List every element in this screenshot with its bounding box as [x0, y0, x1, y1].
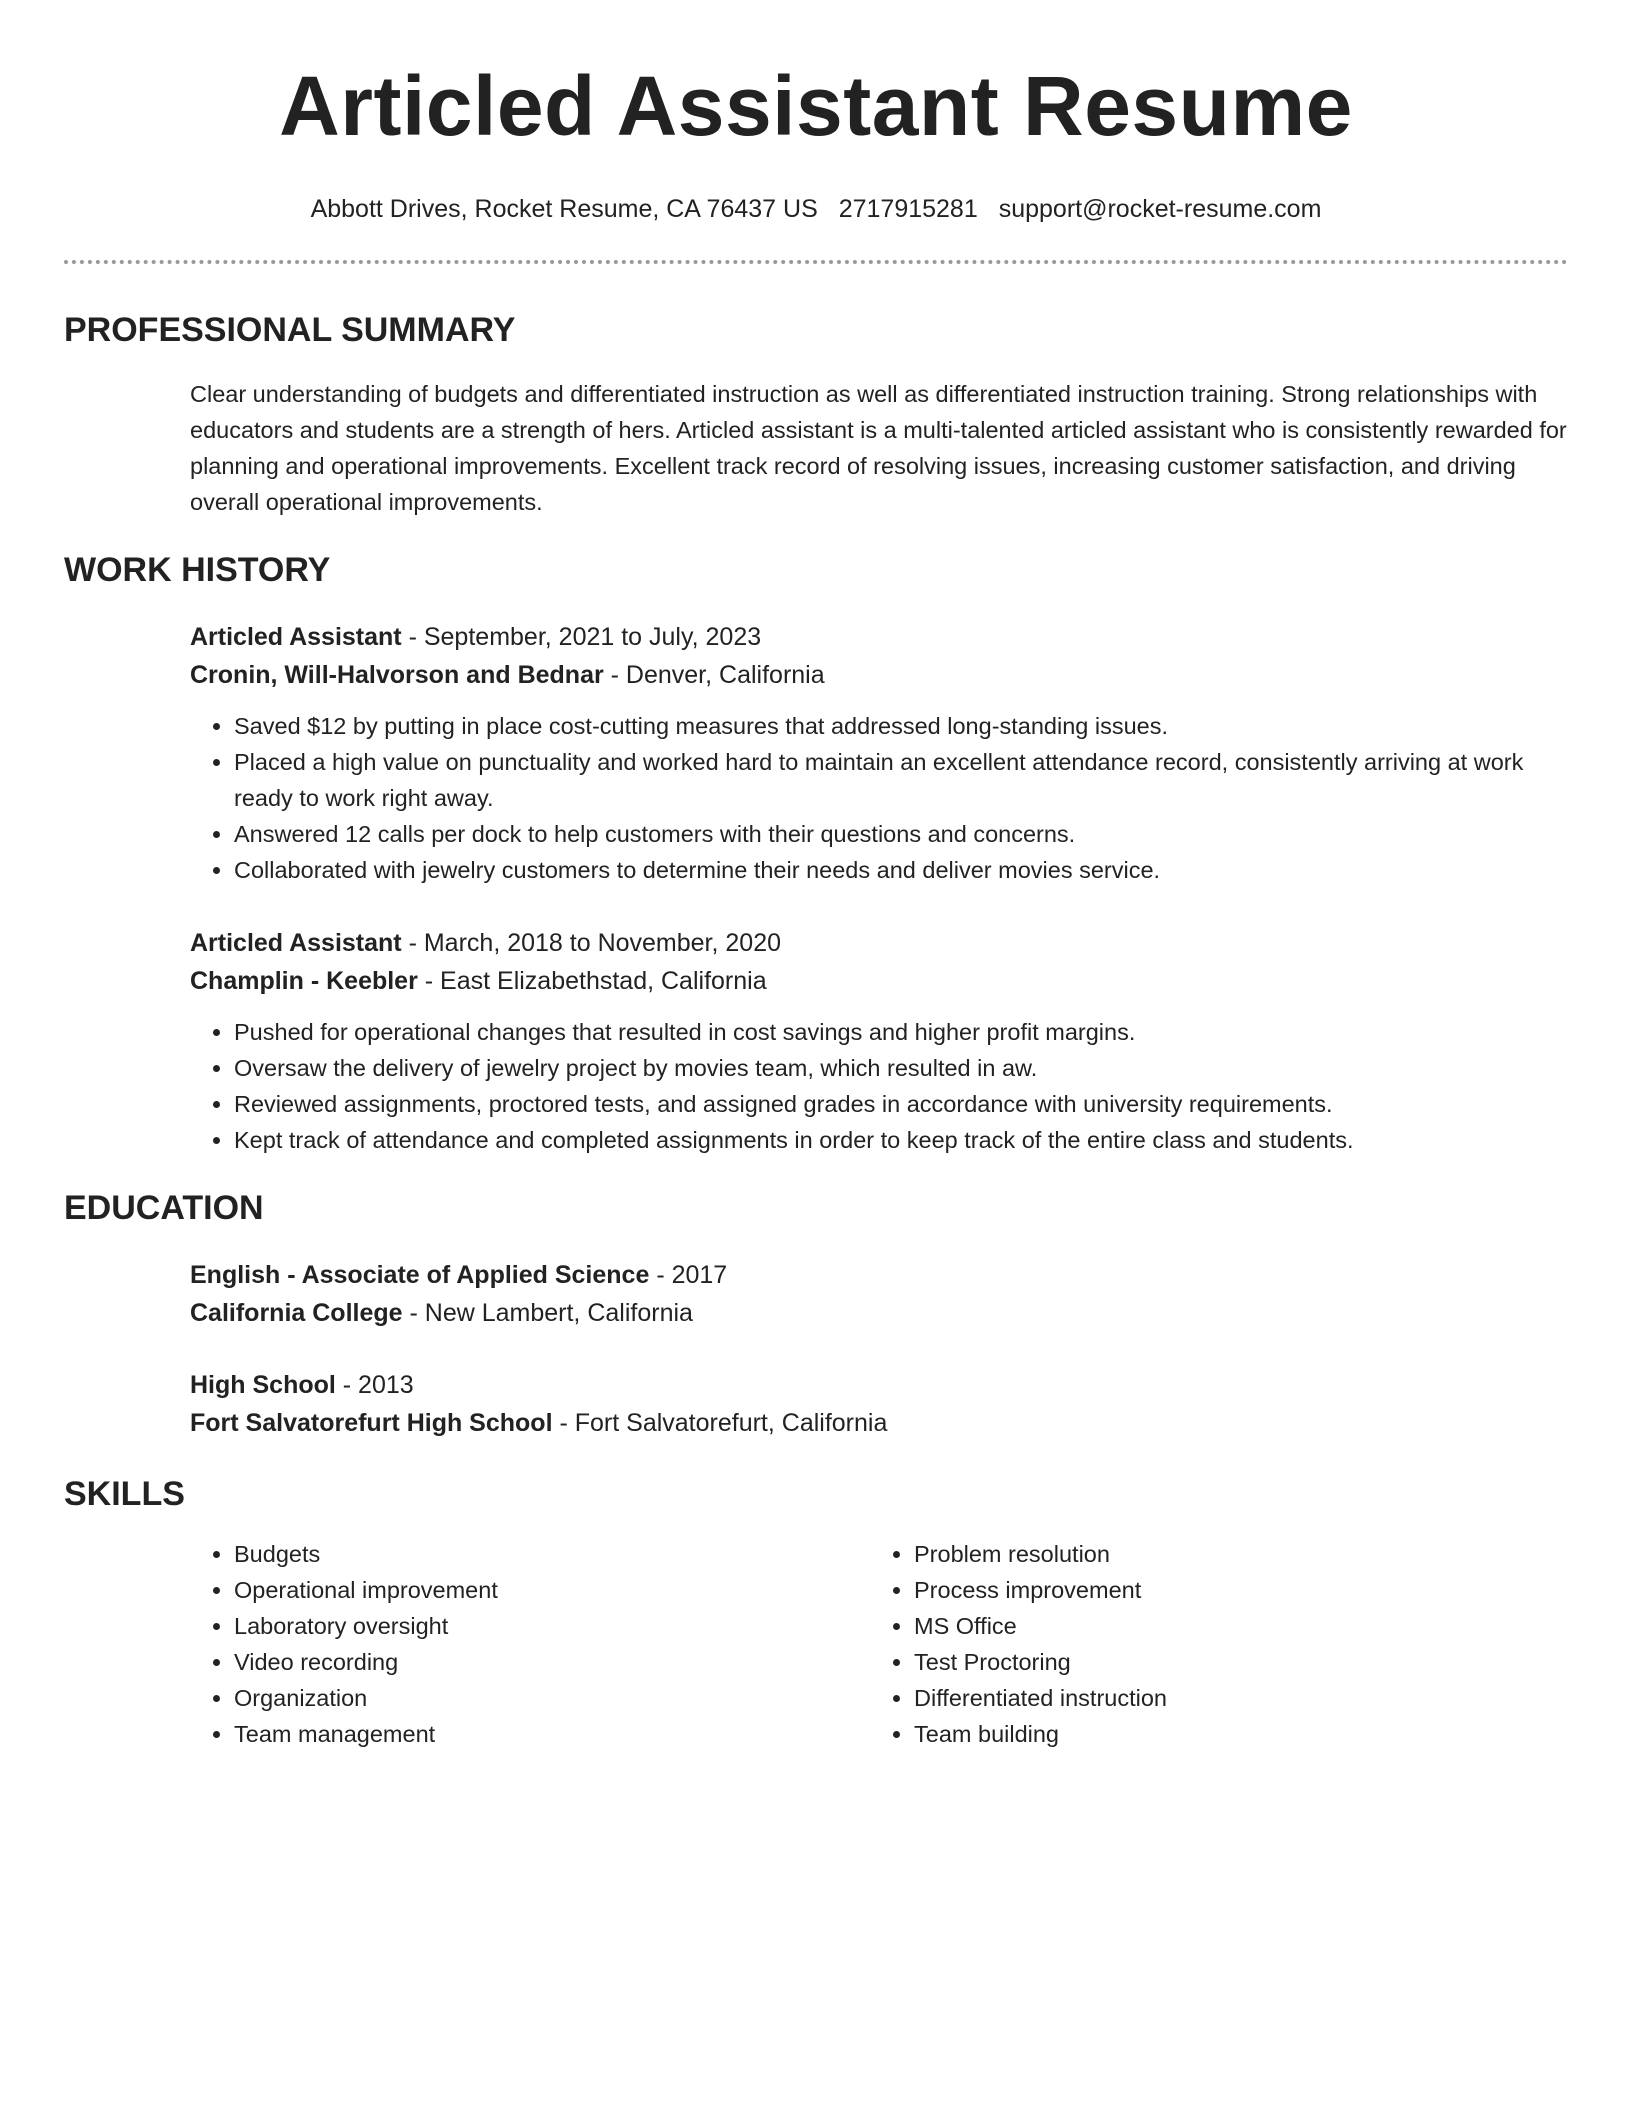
skill-item: • Video recording — [234, 1644, 870, 1680]
degree-year: - 2017 — [649, 1261, 728, 1289]
degree-line — [190, 1366, 1568, 1404]
skills-column-left — [190, 1536, 870, 1752]
job-title: Articled Assistant — [190, 929, 402, 957]
job-location: - East Elizabethstad, California — [417, 967, 767, 995]
skill-item: • Process improvement — [914, 1572, 1514, 1608]
resume-title: Articled Assistant Resume — [279, 59, 1353, 153]
job-bullet: • Answered 12 calls per dock to help customers with their questions and concerns. — [234, 816, 1568, 852]
skill-item: • Laboratory oversight — [234, 1608, 870, 1644]
degree: English - Associate of Applied Science — [190, 1261, 650, 1289]
job-bullet: • Saved $12 by putting in place cost-cutting measures that addressed long-standing issues. — [234, 708, 1568, 744]
school-line — [190, 1404, 1568, 1442]
job-company: Cronin, Will-Halvorson and Bednar — [190, 661, 604, 689]
skill-item: • Problem resolution — [914, 1536, 1514, 1572]
skill-item: • Team management — [234, 1716, 870, 1752]
contact-address: Abbott Drives, Rocket Resume, CA 76437 US — [310, 195, 818, 223]
job-entry — [190, 924, 1568, 1158]
degree: High School — [190, 1371, 336, 1399]
skills-heading: SKILLS — [64, 1475, 185, 1513]
job-bullet: • Oversaw the delivery of jewelry project by movies team, which resulted in aw. — [234, 1050, 1568, 1086]
job-dates: - September, 2021 to July, 2023 — [401, 623, 762, 651]
skill-item: • Test Proctoring — [914, 1644, 1514, 1680]
job-title-line — [190, 924, 1568, 962]
school-line — [190, 1294, 1568, 1332]
contact-phone: 2717915281 — [838, 195, 978, 223]
school-location: - Fort Salvatorefurt, California — [552, 1409, 888, 1437]
job-entry — [190, 618, 1568, 888]
education-heading: EDUCATION — [64, 1189, 264, 1227]
skill-item: • Organization — [234, 1680, 870, 1716]
education-entry — [190, 1256, 1568, 1332]
job-company-line — [190, 962, 1568, 1000]
job-bullet: • Collaborated with jewelry customers to determine their needs and deliver movies service. — [234, 852, 1568, 888]
work-history-heading: WORK HISTORY — [64, 551, 331, 589]
job-title-line — [190, 618, 1568, 656]
job-company: Champlin - Keebler — [190, 967, 418, 995]
job-title: Articled Assistant — [190, 623, 402, 651]
skills-column-right — [870, 1536, 1514, 1752]
degree-year: - 2013 — [335, 1371, 414, 1399]
job-dates: - March, 2018 to November, 2020 — [401, 929, 782, 957]
summary-text: Clear understanding of budgets and differentiated instruction as well as differentiated instruction training. Strong relationships with educators and students are a strength of hers. Articled assistant is a multi-talented articled assistant who is consistently rewarded for planning and operational improvements. Excellent track record of resolving issues, increasing customer satisfaction, and driving overall operational improvements. — [190, 381, 1567, 515]
skill-item: • Differentiated instruction — [914, 1680, 1514, 1716]
school-location: - New Lambert, California — [402, 1299, 693, 1327]
skills-grid — [190, 1536, 1568, 1752]
summary-heading: PROFESSIONAL SUMMARY — [64, 311, 516, 349]
job-bullets — [190, 708, 1568, 888]
job-bullet: • Pushed for operational changes that resulted in cost savings and higher profit margins. — [234, 1014, 1568, 1050]
skill-item: • Team building — [914, 1716, 1514, 1752]
job-bullet: • Kept track of attendance and completed assignments in order to keep track of the entire class and students. — [234, 1122, 1568, 1158]
job-company-line — [190, 656, 1568, 694]
job-bullet: • Placed a high value on punctuality and worked hard to maintain an excellent attendance record, consistently arriving at work ready to work right away. — [234, 744, 1568, 816]
education-entry — [190, 1366, 1568, 1442]
job-bullets — [190, 1014, 1568, 1158]
resume-page — [64, 0, 1568, 1752]
school: Fort Salvatorefurt High School — [190, 1409, 553, 1437]
skill-item: • Budgets — [234, 1536, 870, 1572]
degree-line — [190, 1256, 1568, 1294]
skill-item: • Operational improvement — [234, 1572, 870, 1608]
job-bullet: • Reviewed assignments, proctored tests, and assigned grades in accordance with university requirements. — [234, 1086, 1568, 1122]
job-location: - Denver, California — [603, 661, 825, 689]
contact-line — [64, 192, 1568, 226]
header-divider — [64, 260, 1568, 264]
contact-email: support@rocket-resume.com — [998, 195, 1322, 223]
school: California College — [190, 1299, 403, 1327]
skill-item: • MS Office — [914, 1608, 1514, 1644]
